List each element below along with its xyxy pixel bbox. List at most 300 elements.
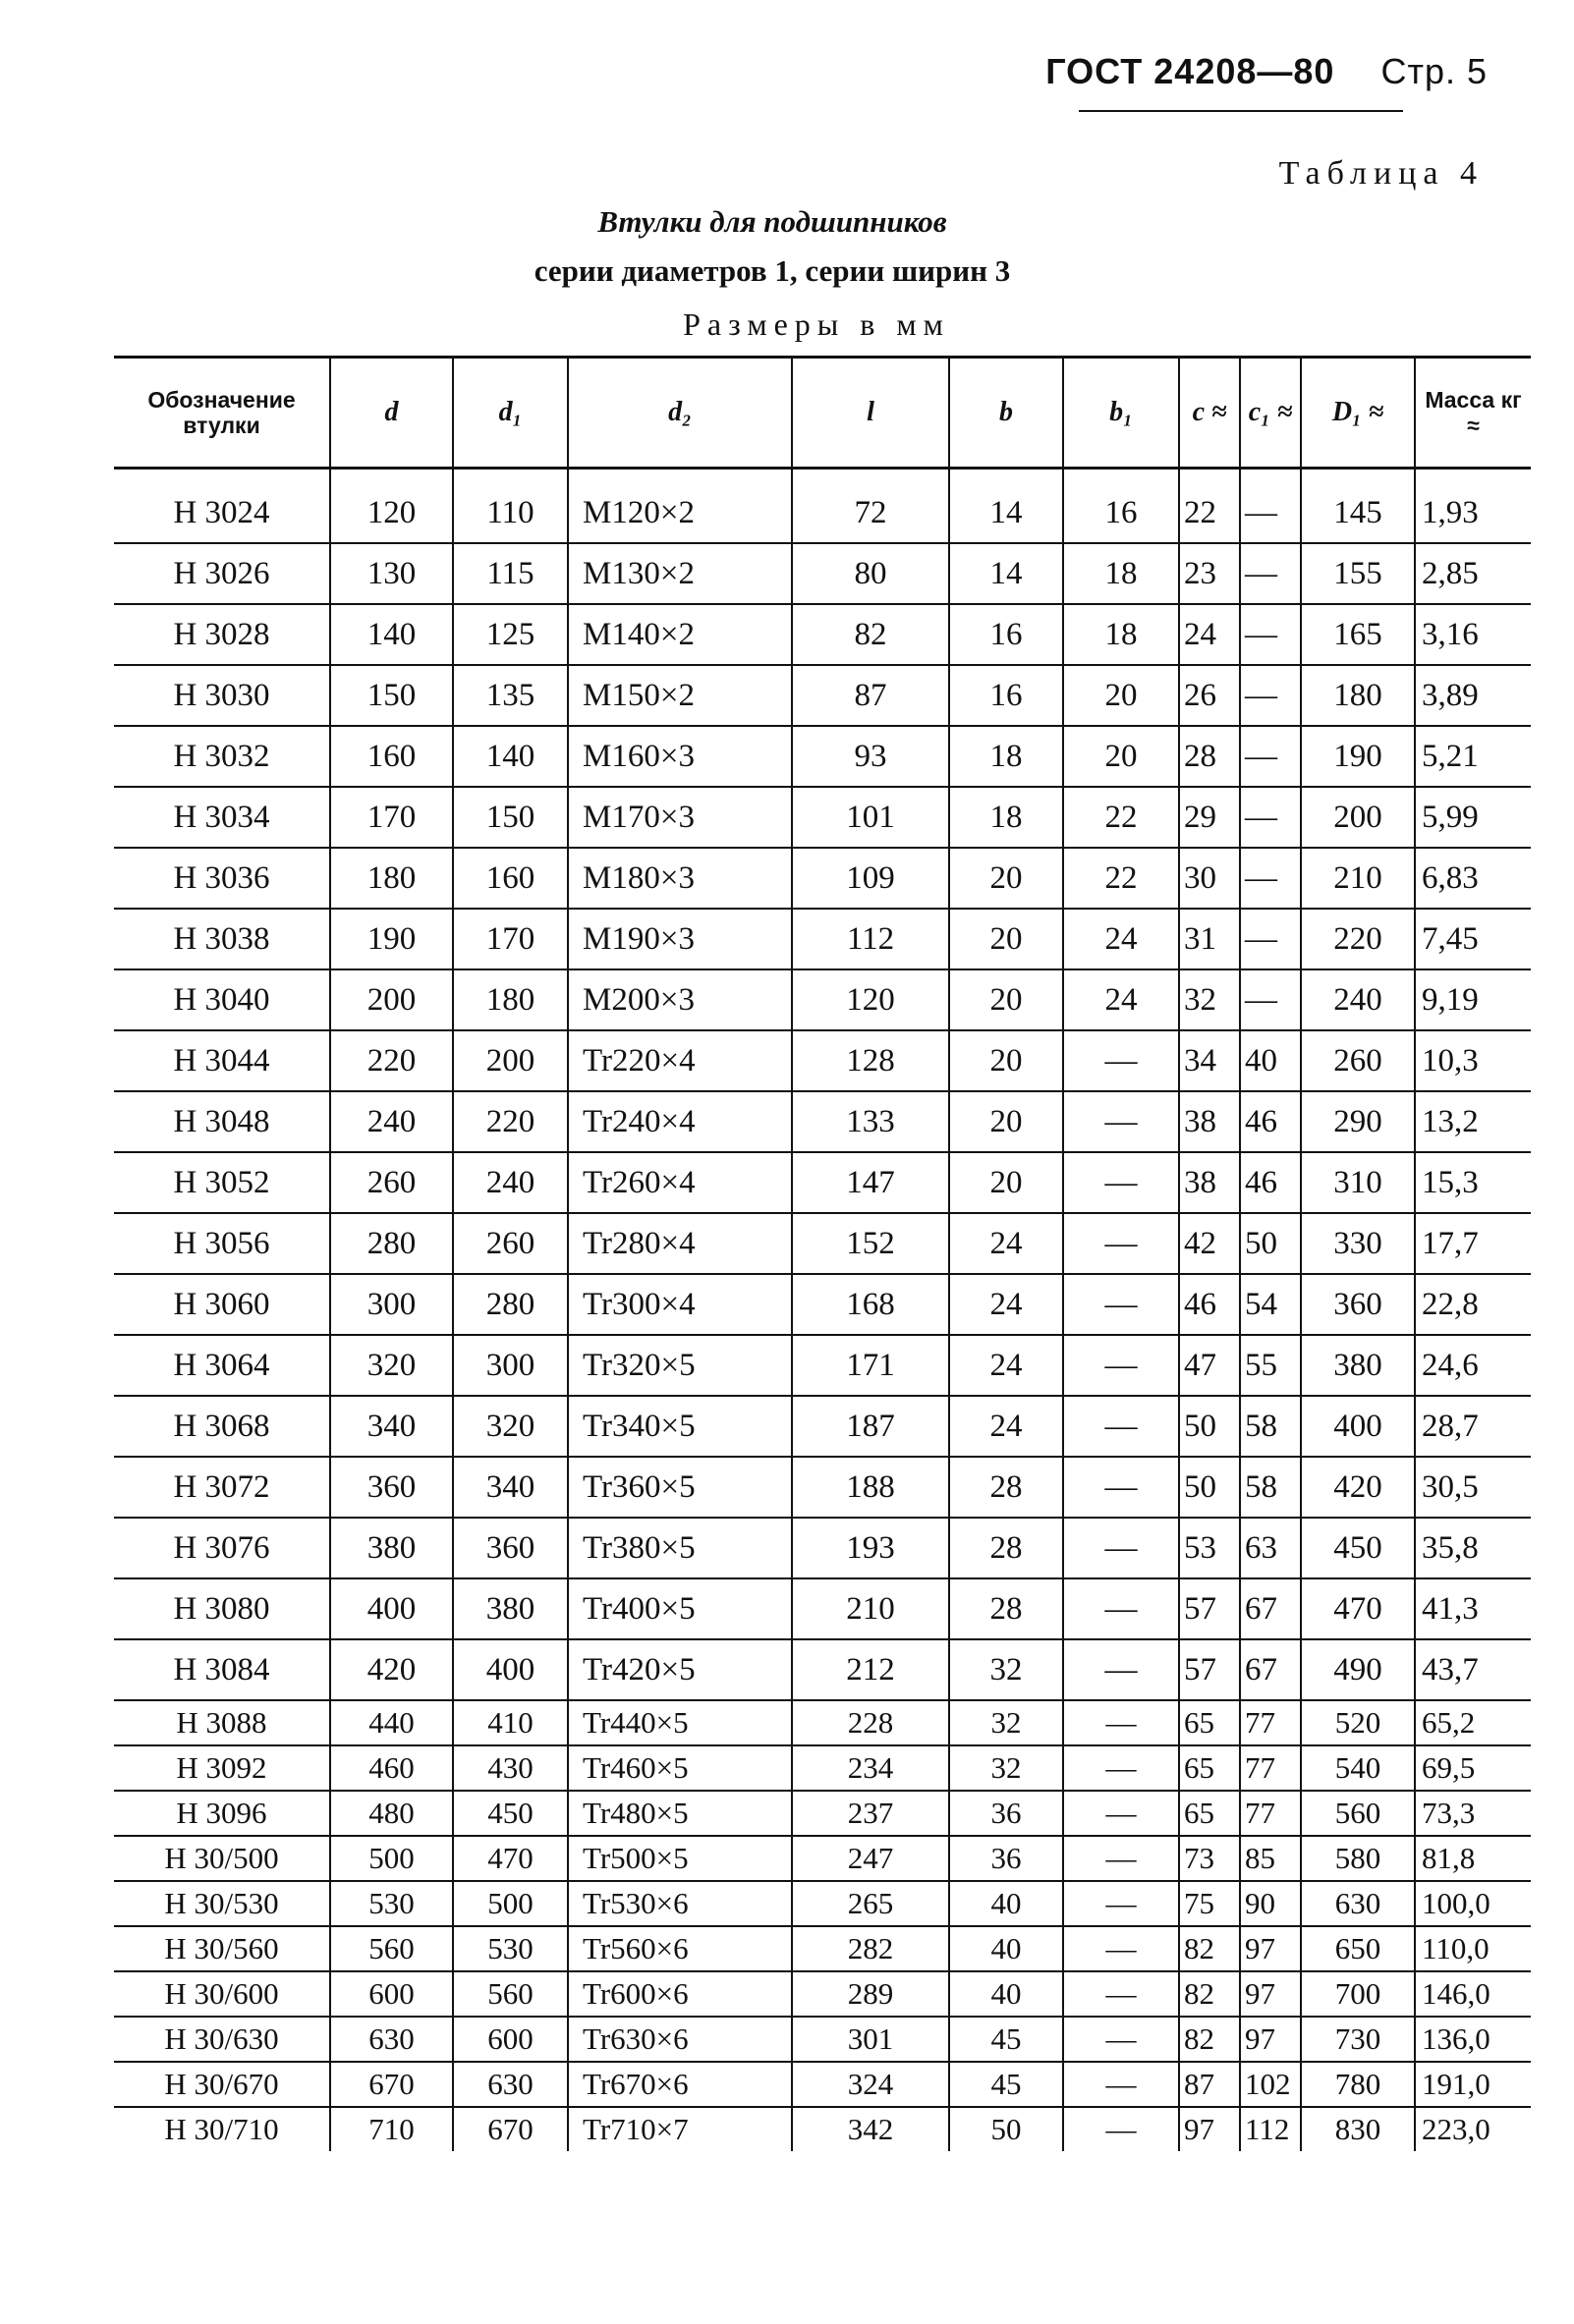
cell-D1: 400 xyxy=(1301,1396,1415,1457)
table-row xyxy=(114,604,1531,665)
cell-mass: 73,3 xyxy=(1415,1791,1531,1836)
cell-b: 45 xyxy=(949,2017,1063,2062)
cell-c1: — xyxy=(1240,469,1301,544)
cell-mass: 1,93 xyxy=(1415,469,1531,544)
cell-c: 22 xyxy=(1179,469,1240,544)
cell-l: 234 xyxy=(792,1745,949,1791)
cell-d: 260 xyxy=(330,1152,453,1213)
cell-D1: 470 xyxy=(1301,1578,1415,1639)
cell-c1: — xyxy=(1240,787,1301,848)
cell-d2: М170×3 xyxy=(568,787,792,848)
cell-c: 26 xyxy=(1179,665,1240,726)
cell-b1: — xyxy=(1063,2062,1179,2107)
cell-b: 36 xyxy=(949,1836,1063,1881)
cell-b: 20 xyxy=(949,1152,1063,1213)
table-row xyxy=(114,848,1531,909)
cell-mass: 15,3 xyxy=(1415,1152,1531,1213)
cell-c1: 54 xyxy=(1240,1274,1301,1335)
cell-d: 360 xyxy=(330,1457,453,1518)
col-mass: Масса кг ≈ xyxy=(1415,358,1531,469)
cell-d1: 670 xyxy=(453,2107,568,2151)
cell-designation: Н 30/530 xyxy=(114,1881,330,1926)
cell-mass: 10,3 xyxy=(1415,1030,1531,1091)
cell-b1: — xyxy=(1063,2107,1179,2151)
table-row xyxy=(114,1639,1531,1700)
cell-d2: Tr630×6 xyxy=(568,2017,792,2062)
cell-mass: 17,7 xyxy=(1415,1213,1531,1274)
cell-mass: 7,45 xyxy=(1415,909,1531,969)
cell-d: 170 xyxy=(330,787,453,848)
cell-d: 240 xyxy=(330,1091,453,1152)
cell-d1: 140 xyxy=(453,726,568,787)
cell-c1: — xyxy=(1240,969,1301,1030)
cell-d2: М160×3 xyxy=(568,726,792,787)
cell-c1: 77 xyxy=(1240,1745,1301,1791)
cell-d: 600 xyxy=(330,1971,453,2017)
cell-b: 24 xyxy=(949,1335,1063,1396)
cell-l: 80 xyxy=(792,543,949,604)
cell-d2: Tr240×4 xyxy=(568,1091,792,1152)
cell-mass: 65,2 xyxy=(1415,1700,1531,1745)
cell-d: 160 xyxy=(330,726,453,787)
cell-b: 20 xyxy=(949,1091,1063,1152)
cell-d2: М120×2 xyxy=(568,469,792,544)
cell-b1: 18 xyxy=(1063,604,1179,665)
page-header xyxy=(1045,51,1488,92)
table-row xyxy=(114,1152,1531,1213)
cell-c1: — xyxy=(1240,604,1301,665)
cell-d1: 470 xyxy=(453,1836,568,1881)
cell-c1: 55 xyxy=(1240,1335,1301,1396)
cell-d1: 400 xyxy=(453,1639,568,1700)
cell-designation: Н 3096 xyxy=(114,1791,330,1836)
table-body xyxy=(114,469,1531,2152)
cell-l: 187 xyxy=(792,1396,949,1457)
cell-d: 200 xyxy=(330,969,453,1030)
cell-c: 65 xyxy=(1179,1700,1240,1745)
cell-c: 87 xyxy=(1179,2062,1240,2107)
cell-d2: Tr380×5 xyxy=(568,1518,792,1578)
col-D1: D₁ ≈ xyxy=(1301,358,1415,469)
cell-b1: — xyxy=(1063,1274,1179,1335)
cell-c1: 58 xyxy=(1240,1457,1301,1518)
cell-d2: Tr260×4 xyxy=(568,1152,792,1213)
cell-mass: 13,2 xyxy=(1415,1091,1531,1152)
cell-d2: М130×2 xyxy=(568,543,792,604)
cell-b1: — xyxy=(1063,1091,1179,1152)
cell-d2: М200×3 xyxy=(568,969,792,1030)
cell-b: 20 xyxy=(949,909,1063,969)
cell-b1: — xyxy=(1063,1971,1179,2017)
cell-c1: 50 xyxy=(1240,1213,1301,1274)
cell-d1: 430 xyxy=(453,1745,568,1791)
cell-c: 24 xyxy=(1179,604,1240,665)
cell-c: 82 xyxy=(1179,1926,1240,1971)
cell-l: 87 xyxy=(792,665,949,726)
cell-D1: 165 xyxy=(1301,604,1415,665)
cell-b: 24 xyxy=(949,1396,1063,1457)
cell-designation: Н 3088 xyxy=(114,1700,330,1745)
cell-designation: Н 3080 xyxy=(114,1578,330,1639)
table-row xyxy=(114,969,1531,1030)
cell-d1: 110 xyxy=(453,469,568,544)
table-title: Втулки для подшипников xyxy=(597,204,947,239)
cell-l: 237 xyxy=(792,1791,949,1836)
cell-b1: — xyxy=(1063,2017,1179,2062)
col-c1: c₁ ≈ xyxy=(1240,358,1301,469)
cell-b1: 24 xyxy=(1063,969,1179,1030)
cell-c: 73 xyxy=(1179,1836,1240,1881)
cell-d1: 410 xyxy=(453,1700,568,1745)
cell-b1: — xyxy=(1063,1836,1179,1881)
cell-b: 32 xyxy=(949,1700,1063,1745)
cell-c1: 85 xyxy=(1240,1836,1301,1881)
table-row xyxy=(114,726,1531,787)
cell-d: 670 xyxy=(330,2062,453,2107)
cell-c: 32 xyxy=(1179,969,1240,1030)
table-row xyxy=(114,2017,1531,2062)
cell-c1: 40 xyxy=(1240,1030,1301,1091)
cell-c: 38 xyxy=(1179,1152,1240,1213)
cell-d: 560 xyxy=(330,1926,453,1971)
cell-b1: 22 xyxy=(1063,848,1179,909)
cell-D1: 490 xyxy=(1301,1639,1415,1700)
cell-d: 300 xyxy=(330,1274,453,1335)
cell-D1: 240 xyxy=(1301,969,1415,1030)
cell-b: 32 xyxy=(949,1639,1063,1700)
cell-c: 97 xyxy=(1179,2107,1240,2151)
cell-d1: 300 xyxy=(453,1335,568,1396)
cell-D1: 650 xyxy=(1301,1926,1415,1971)
col-d2: d₂ xyxy=(568,358,792,469)
table-row xyxy=(114,1396,1531,1457)
cell-c: 29 xyxy=(1179,787,1240,848)
table-row xyxy=(114,1091,1531,1152)
table-row xyxy=(114,2107,1531,2151)
cell-D1: 330 xyxy=(1301,1213,1415,1274)
col-b: b xyxy=(949,358,1063,469)
cell-d: 150 xyxy=(330,665,453,726)
cell-l: 342 xyxy=(792,2107,949,2151)
cell-b: 28 xyxy=(949,1457,1063,1518)
cell-c: 82 xyxy=(1179,2017,1240,2062)
col-d1: d₁ xyxy=(453,358,568,469)
cell-mass: 3,16 xyxy=(1415,604,1531,665)
cell-c1: 58 xyxy=(1240,1396,1301,1457)
cell-mass: 2,85 xyxy=(1415,543,1531,604)
cell-d1: 160 xyxy=(453,848,568,909)
cell-b1: — xyxy=(1063,1213,1179,1274)
cell-b: 40 xyxy=(949,1926,1063,1971)
cell-mass: 191,0 xyxy=(1415,2062,1531,2107)
cell-b: 14 xyxy=(949,543,1063,604)
cell-designation: Н 3038 xyxy=(114,909,330,969)
standard-number: ГОСТ 24208—80 xyxy=(1045,51,1335,91)
cell-mass: 9,19 xyxy=(1415,969,1531,1030)
cell-c1: — xyxy=(1240,726,1301,787)
cell-designation: Н 30/600 xyxy=(114,1971,330,2017)
cell-c: 46 xyxy=(1179,1274,1240,1335)
cell-designation: Н 3048 xyxy=(114,1091,330,1152)
page-number: Стр. 5 xyxy=(1380,51,1488,91)
cell-d1: 180 xyxy=(453,969,568,1030)
cell-d2: Tr220×4 xyxy=(568,1030,792,1091)
cell-d2: Tr600×6 xyxy=(568,1971,792,2017)
cell-D1: 180 xyxy=(1301,665,1415,726)
table-row xyxy=(114,1518,1531,1578)
header-rule xyxy=(1079,110,1403,112)
cell-d: 180 xyxy=(330,848,453,909)
cell-c1: 90 xyxy=(1240,1881,1301,1926)
cell-D1: 520 xyxy=(1301,1700,1415,1745)
cell-c1: 46 xyxy=(1240,1152,1301,1213)
col-d: d xyxy=(330,358,453,469)
cell-l: 109 xyxy=(792,848,949,909)
cell-c1: 63 xyxy=(1240,1518,1301,1578)
cell-D1: 380 xyxy=(1301,1335,1415,1396)
cell-b: 28 xyxy=(949,1578,1063,1639)
cell-d2: М180×3 xyxy=(568,848,792,909)
cell-mass: 30,5 xyxy=(1415,1457,1531,1518)
cell-d1: 560 xyxy=(453,1971,568,2017)
table-row xyxy=(114,1335,1531,1396)
cell-b1: — xyxy=(1063,1396,1179,1457)
cell-c: 65 xyxy=(1179,1791,1240,1836)
cell-c1: — xyxy=(1240,848,1301,909)
cell-l: 301 xyxy=(792,2017,949,2062)
cell-l: 168 xyxy=(792,1274,949,1335)
table-row xyxy=(114,1578,1531,1639)
table-row xyxy=(114,787,1531,848)
cell-b: 40 xyxy=(949,1881,1063,1926)
col-designation: Обозначение втулки xyxy=(114,358,330,469)
table-row xyxy=(114,1971,1531,2017)
cell-b1: 20 xyxy=(1063,665,1179,726)
cell-mass: 146,0 xyxy=(1415,1971,1531,2017)
cell-l: 228 xyxy=(792,1700,949,1745)
cell-c: 50 xyxy=(1179,1457,1240,1518)
cell-mass: 43,7 xyxy=(1415,1639,1531,1700)
table-row xyxy=(114,1745,1531,1791)
cell-d2: Tr420×5 xyxy=(568,1639,792,1700)
cell-b: 14 xyxy=(949,469,1063,544)
cell-mass: 28,7 xyxy=(1415,1396,1531,1457)
cell-designation: Н 3024 xyxy=(114,469,330,544)
cell-d2: Tr280×4 xyxy=(568,1213,792,1274)
cell-d1: 135 xyxy=(453,665,568,726)
cell-b1: — xyxy=(1063,1926,1179,1971)
cell-l: 188 xyxy=(792,1457,949,1518)
cell-l: 247 xyxy=(792,1836,949,1881)
cell-d1: 500 xyxy=(453,1881,568,1926)
cell-designation: Н 30/630 xyxy=(114,2017,330,2062)
cell-d1: 125 xyxy=(453,604,568,665)
cell-b1: — xyxy=(1063,1881,1179,1926)
bushings-table xyxy=(114,356,1531,2151)
cell-c: 31 xyxy=(1179,909,1240,969)
table-row xyxy=(114,1881,1531,1926)
table-row xyxy=(114,543,1531,604)
cell-d: 440 xyxy=(330,1700,453,1745)
cell-d2: М150×2 xyxy=(568,665,792,726)
cell-d2: Tr530×6 xyxy=(568,1881,792,1926)
cell-mass: 24,6 xyxy=(1415,1335,1531,1396)
cell-D1: 420 xyxy=(1301,1457,1415,1518)
table-header-row xyxy=(114,358,1531,469)
cell-b: 18 xyxy=(949,787,1063,848)
cell-designation: Н 3040 xyxy=(114,969,330,1030)
cell-d1: 170 xyxy=(453,909,568,969)
cell-mass: 5,99 xyxy=(1415,787,1531,848)
cell-mass: 110,0 xyxy=(1415,1926,1531,1971)
cell-l: 147 xyxy=(792,1152,949,1213)
cell-b: 18 xyxy=(949,726,1063,787)
cell-designation: Н 3068 xyxy=(114,1396,330,1457)
cell-d: 400 xyxy=(330,1578,453,1639)
cell-l: 289 xyxy=(792,1971,949,2017)
cell-l: 128 xyxy=(792,1030,949,1091)
cell-d1: 380 xyxy=(453,1578,568,1639)
cell-c1: — xyxy=(1240,909,1301,969)
table-row xyxy=(114,665,1531,726)
cell-designation: Н 3052 xyxy=(114,1152,330,1213)
cell-d: 340 xyxy=(330,1396,453,1457)
cell-c1: 67 xyxy=(1240,1578,1301,1639)
cell-c: 53 xyxy=(1179,1518,1240,1578)
units-caption: Размеры в мм xyxy=(683,306,950,342)
cell-l: 210 xyxy=(792,1578,949,1639)
cell-d2: Tr320×5 xyxy=(568,1335,792,1396)
cell-c1: 67 xyxy=(1240,1639,1301,1700)
cell-d1: 340 xyxy=(453,1457,568,1518)
cell-D1: 830 xyxy=(1301,2107,1415,2151)
cell-D1: 210 xyxy=(1301,848,1415,909)
cell-d: 710 xyxy=(330,2107,453,2151)
cell-designation: Н 3072 xyxy=(114,1457,330,1518)
cell-mass: 5,21 xyxy=(1415,726,1531,787)
cell-designation: Н 3092 xyxy=(114,1745,330,1791)
cell-D1: 155 xyxy=(1301,543,1415,604)
cell-b1: 16 xyxy=(1063,469,1179,544)
cell-d: 630 xyxy=(330,2017,453,2062)
cell-c: 47 xyxy=(1179,1335,1240,1396)
cell-d: 460 xyxy=(330,1745,453,1791)
cell-b1: — xyxy=(1063,1791,1179,1836)
cell-d1: 320 xyxy=(453,1396,568,1457)
cell-c: 50 xyxy=(1179,1396,1240,1457)
cell-D1: 580 xyxy=(1301,1836,1415,1881)
cell-c: 30 xyxy=(1179,848,1240,909)
cell-d2: М140×2 xyxy=(568,604,792,665)
table-row xyxy=(114,1836,1531,1881)
cell-d2: Tr340×5 xyxy=(568,1396,792,1457)
cell-D1: 260 xyxy=(1301,1030,1415,1091)
cell-designation: Н 30/670 xyxy=(114,2062,330,2107)
cell-d: 320 xyxy=(330,1335,453,1396)
table-row xyxy=(114,1213,1531,1274)
cell-D1: 360 xyxy=(1301,1274,1415,1335)
cell-d: 530 xyxy=(330,1881,453,1926)
cell-l: 193 xyxy=(792,1518,949,1578)
cell-d2: Tr560×6 xyxy=(568,1926,792,1971)
cell-l: 93 xyxy=(792,726,949,787)
table-row xyxy=(114,1791,1531,1836)
table-row xyxy=(114,1926,1531,1971)
cell-b: 24 xyxy=(949,1274,1063,1335)
cell-d2: Tr460×5 xyxy=(568,1745,792,1791)
cell-D1: 560 xyxy=(1301,1791,1415,1836)
cell-b: 20 xyxy=(949,848,1063,909)
cell-designation: Н 3064 xyxy=(114,1335,330,1396)
cell-D1: 145 xyxy=(1301,469,1415,544)
cell-l: 133 xyxy=(792,1091,949,1152)
cell-c1: — xyxy=(1240,543,1301,604)
cell-b1: — xyxy=(1063,1639,1179,1700)
cell-b1: — xyxy=(1063,1578,1179,1639)
cell-d1: 240 xyxy=(453,1152,568,1213)
cell-b: 16 xyxy=(949,665,1063,726)
cell-designation: Н 3060 xyxy=(114,1274,330,1335)
cell-mass: 136,0 xyxy=(1415,2017,1531,2062)
cell-designation: Н 3026 xyxy=(114,543,330,604)
cell-designation: Н 3076 xyxy=(114,1518,330,1578)
cell-c1: — xyxy=(1240,665,1301,726)
cell-D1: 220 xyxy=(1301,909,1415,969)
cell-mass: 100,0 xyxy=(1415,1881,1531,1926)
cell-d1: 530 xyxy=(453,1926,568,1971)
cell-b: 40 xyxy=(949,1971,1063,2017)
cell-mass: 6,83 xyxy=(1415,848,1531,909)
cell-b: 20 xyxy=(949,969,1063,1030)
cell-designation: Н 30/710 xyxy=(164,2112,279,2146)
cell-designation: Н 3036 xyxy=(114,848,330,909)
cell-d: 120 xyxy=(330,469,453,544)
cell-d: 190 xyxy=(330,909,453,969)
cell-D1: 200 xyxy=(1301,787,1415,848)
cell-b: 20 xyxy=(949,1030,1063,1091)
cell-d2: Tr440×5 xyxy=(568,1700,792,1745)
cell-d2: Tr480×5 xyxy=(568,1791,792,1836)
cell-d2: М190×3 xyxy=(568,909,792,969)
cell-l: 212 xyxy=(792,1639,949,1700)
cell-l: 152 xyxy=(792,1213,949,1274)
cell-d2: Tr400×5 xyxy=(568,1578,792,1639)
cell-b: 24 xyxy=(949,1213,1063,1274)
cell-designation: Н 3084 xyxy=(114,1639,330,1700)
cell-b1: — xyxy=(1063,1518,1179,1578)
cell-d: 420 xyxy=(330,1639,453,1700)
cell-mass: 3,89 xyxy=(1415,665,1531,726)
cell-c1: 102 xyxy=(1240,2062,1301,2107)
table-row xyxy=(114,1274,1531,1335)
cell-b1: — xyxy=(1063,1152,1179,1213)
cell-c: 28 xyxy=(1179,726,1240,787)
col-c: c ≈ xyxy=(1179,358,1240,469)
cell-designation: Н 3032 xyxy=(114,726,330,787)
cell-D1: 780 xyxy=(1301,2062,1415,2107)
col-l: l xyxy=(792,358,949,469)
cell-c1: 112 xyxy=(1240,2107,1301,2151)
cell-b1: — xyxy=(1063,1745,1179,1791)
cell-mass: 22,8 xyxy=(1415,1274,1531,1335)
table-row xyxy=(114,1457,1531,1518)
cell-l: 265 xyxy=(792,1881,949,1926)
cell-d2: Tr500×5 xyxy=(568,1836,792,1881)
table-row xyxy=(114,909,1531,969)
cell-b: 16 xyxy=(949,604,1063,665)
cell-c: 57 xyxy=(1179,1639,1240,1700)
cell-c1: 46 xyxy=(1240,1091,1301,1152)
